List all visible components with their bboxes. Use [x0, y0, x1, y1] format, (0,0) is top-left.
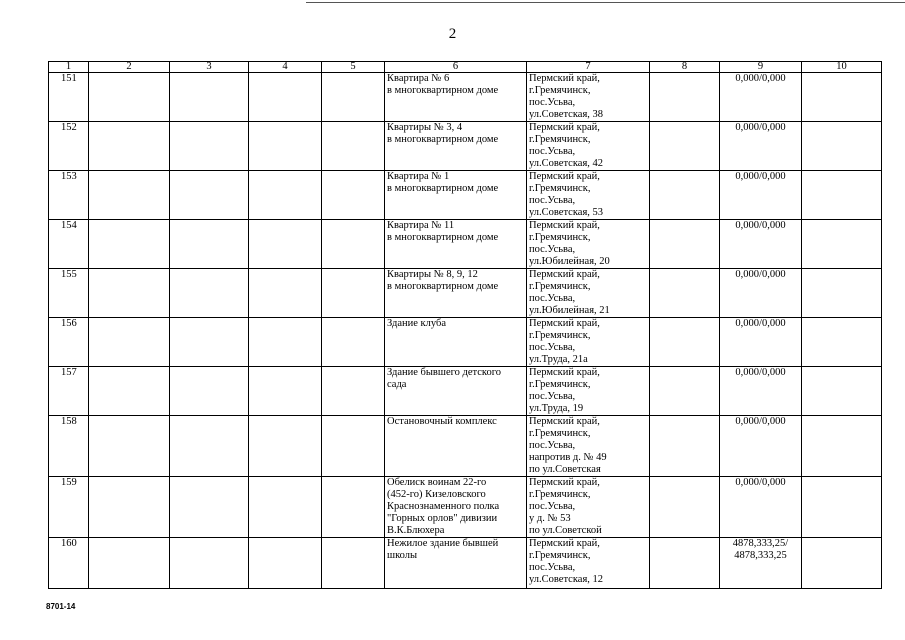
object-name-line: в многоквартирном доме [387, 183, 499, 194]
empty-cell [650, 220, 720, 269]
address-line: Пермский край, [529, 477, 600, 488]
empty-cell [650, 269, 720, 318]
empty-cell [650, 367, 720, 416]
table-row [49, 122, 882, 171]
empty-cell [802, 220, 882, 269]
empty-cell [170, 538, 249, 589]
table-row [49, 220, 882, 269]
empty-cell [249, 477, 322, 538]
address-line: г.Гремячинск, [529, 489, 591, 500]
value-cell [720, 367, 802, 416]
empty-cell [170, 318, 249, 367]
value-line: 0,000/0,000 [735, 269, 786, 280]
row-number-cell: 155 [49, 269, 89, 318]
row-number-cell: 158 [49, 416, 89, 477]
object-name-cell [385, 477, 527, 538]
address-line: Пермский край, [529, 220, 600, 231]
object-name-line: в многоквартирном доме [387, 134, 499, 145]
address-line: пос.Усьва, [529, 293, 576, 304]
empty-cell [170, 367, 249, 416]
address-line: ул.Советская, 38 [529, 109, 604, 120]
value-line: 4878,333,25 [734, 550, 787, 561]
empty-cell [802, 367, 882, 416]
empty-cell [89, 318, 170, 367]
empty-cell [89, 269, 170, 318]
address-line: пос.Усьва, [529, 342, 576, 353]
address-line: Пермский край, [529, 367, 600, 378]
row-number-cell: 156 [49, 318, 89, 367]
value-cell [720, 220, 802, 269]
object-name-line: в многоквартирном доме [387, 85, 499, 96]
address-cell [527, 220, 650, 269]
address-line: пос.Усьва, [529, 391, 576, 402]
value-cell [720, 416, 802, 477]
value-cell [720, 477, 802, 538]
empty-cell [89, 73, 170, 122]
empty-cell [322, 73, 385, 122]
empty-cell [89, 122, 170, 171]
empty-cell [249, 538, 322, 589]
address-line: пос.Усьва, [529, 244, 576, 255]
empty-cell [249, 122, 322, 171]
column-header: 9 [720, 62, 802, 73]
address-line: пос.Усьва, [529, 146, 576, 157]
object-name-cell [385, 122, 527, 171]
empty-cell [322, 318, 385, 367]
object-name-cell [385, 220, 527, 269]
column-header: 10 [802, 62, 882, 73]
empty-cell [650, 73, 720, 122]
empty-cell [650, 122, 720, 171]
address-line: ул.Труда, 19 [529, 403, 584, 414]
object-name-line: Здание клуба [387, 318, 446, 329]
empty-cell [249, 416, 322, 477]
page-number: 2 [448, 26, 457, 42]
address-line: пос.Усьва, [529, 501, 576, 512]
empty-cell [170, 220, 249, 269]
document-code: 8701-14 [46, 602, 76, 611]
address-cell [527, 538, 650, 589]
row-number-cell: 159 [49, 477, 89, 538]
address-line: г.Гремячинск, [529, 330, 591, 341]
table-row [49, 477, 882, 538]
empty-cell [89, 477, 170, 538]
value-line: 0,000/0,000 [735, 122, 786, 133]
object-name-cell [385, 73, 527, 122]
empty-cell [802, 477, 882, 538]
empty-cell [802, 73, 882, 122]
object-name-cell [385, 538, 527, 589]
value-line: 0,000/0,000 [735, 416, 786, 427]
empty-cell [170, 73, 249, 122]
address-cell [527, 269, 650, 318]
object-name-line: Квартира № 11 [387, 220, 455, 231]
column-header: 8 [650, 62, 720, 73]
address-line: ул.Юбилейная, 21 [529, 305, 610, 316]
address-line: Пермский край, [529, 318, 600, 329]
empty-cell [650, 416, 720, 477]
address-line: г.Гремячинск, [529, 183, 591, 194]
empty-cell [170, 171, 249, 220]
empty-cell [802, 269, 882, 318]
address-line: г.Гремячинск, [529, 550, 591, 561]
object-name-line: Квартира № 6 [387, 73, 450, 84]
column-header: 4 [249, 62, 322, 73]
column-header: 6 [385, 62, 527, 73]
empty-cell [650, 171, 720, 220]
table-row [49, 367, 882, 416]
empty-cell [322, 122, 385, 171]
empty-cell [89, 220, 170, 269]
value-cell [720, 538, 802, 589]
object-name-line: Квартиры № 8, 9, 12 [387, 269, 478, 280]
value-line: 0,000/0,000 [735, 367, 786, 378]
empty-cell [322, 416, 385, 477]
row-number-cell: 152 [49, 122, 89, 171]
empty-cell [322, 171, 385, 220]
object-name-line: Квартиры № 3, 4 [387, 122, 463, 133]
empty-cell [322, 477, 385, 538]
empty-cell [322, 220, 385, 269]
address-line: пос.Усьва, [529, 97, 576, 108]
empty-cell [249, 367, 322, 416]
address-line: г.Гремячинск, [529, 232, 591, 243]
empty-cell [322, 367, 385, 416]
address-line: у д. № 53 [529, 513, 571, 524]
address-cell [527, 416, 650, 477]
empty-cell [89, 538, 170, 589]
column-header: 2 [89, 62, 170, 73]
address-line: Пермский край, [529, 538, 600, 549]
address-line: г.Гремячинск, [529, 281, 591, 292]
empty-cell [802, 122, 882, 171]
empty-cell [89, 367, 170, 416]
address-cell [527, 122, 650, 171]
row-number-cell: 160 [49, 538, 89, 589]
address-line: напротив д. № 49 [529, 452, 607, 463]
row-number-cell: 151 [49, 73, 89, 122]
object-name-line: Краснознаменного полка [387, 501, 500, 512]
empty-cell [170, 122, 249, 171]
empty-cell [322, 538, 385, 589]
column-header: 7 [527, 62, 650, 73]
address-line: г.Гремячинск, [529, 134, 591, 145]
address-line: по ул.Советская [529, 464, 601, 475]
address-cell [527, 171, 650, 220]
address-line: ул.Труда, 21а [529, 354, 588, 365]
table-row [49, 538, 882, 589]
column-number-row [49, 62, 882, 73]
table-row [49, 318, 882, 367]
object-name-line: в многоквартирном доме [387, 232, 499, 243]
top-border-line [306, 2, 905, 3]
empty-cell [249, 73, 322, 122]
address-cell [527, 367, 650, 416]
empty-cell [802, 538, 882, 589]
address-line: г.Гремячинск, [529, 85, 591, 96]
empty-cell [650, 538, 720, 589]
empty-cell [802, 416, 882, 477]
address-cell [527, 477, 650, 538]
address-line: г.Гремячинск, [529, 428, 591, 439]
value-cell [720, 171, 802, 220]
address-cell [527, 73, 650, 122]
empty-cell [802, 318, 882, 367]
address-line: пос.Усьва, [529, 440, 576, 451]
value-cell [720, 122, 802, 171]
object-name-line: В.К.Блюхера [387, 525, 445, 536]
object-name-line: Остановочный комплекс [387, 416, 497, 427]
row-number-cell: 153 [49, 171, 89, 220]
empty-cell [249, 269, 322, 318]
value-line: 0,000/0,000 [735, 477, 786, 488]
table-row [49, 269, 882, 318]
address-line: Пермский край, [529, 73, 600, 84]
row-number-cell: 157 [49, 367, 89, 416]
object-name-line: Обелиск воинам 22-го [387, 477, 487, 488]
address-line: Пермский край, [529, 122, 600, 133]
empty-cell [89, 416, 170, 477]
property-register-table [48, 61, 882, 589]
address-line: ул.Советская, 42 [529, 158, 604, 169]
object-name-cell [385, 367, 527, 416]
empty-cell [650, 318, 720, 367]
empty-cell [170, 477, 249, 538]
column-header: 3 [170, 62, 249, 73]
empty-cell [89, 171, 170, 220]
value-line: 0,000/0,000 [735, 171, 786, 182]
table-row [49, 73, 882, 122]
address-cell [527, 318, 650, 367]
empty-cell [249, 171, 322, 220]
row-number-cell: 154 [49, 220, 89, 269]
object-name-cell [385, 269, 527, 318]
object-name-line: "Горных орлов" дивизии [387, 513, 498, 524]
value-line: 0,000/0,000 [735, 318, 786, 329]
object-name-line: в многоквартирном доме [387, 281, 499, 292]
empty-cell [249, 318, 322, 367]
object-name-line: сада [387, 379, 407, 390]
value-line: 4878,333,25/ [732, 538, 789, 549]
object-name-cell [385, 416, 527, 477]
value-line: 0,000/0,000 [735, 73, 786, 84]
object-name-line: (452-го) Кизеловского [387, 489, 486, 500]
address-line: ул.Советская, 53 [529, 207, 604, 218]
value-cell [720, 269, 802, 318]
object-name-line: Здание бывшего детского [387, 367, 502, 378]
table-row [49, 416, 882, 477]
address-line: Пермский край, [529, 269, 600, 280]
table-row [49, 171, 882, 220]
empty-cell [170, 416, 249, 477]
column-header: 1 [49, 62, 89, 73]
empty-cell [249, 220, 322, 269]
value-cell [720, 318, 802, 367]
address-line: по ул.Советской [529, 525, 602, 536]
address-line: Пермский край, [529, 171, 600, 182]
object-name-line: школы [387, 550, 418, 561]
empty-cell [322, 269, 385, 318]
empty-cell [170, 269, 249, 318]
object-name-line: Квартира № 1 [387, 171, 450, 182]
column-header: 5 [322, 62, 385, 73]
address-line: Пермский край, [529, 416, 600, 427]
value-line: 0,000/0,000 [735, 220, 786, 231]
value-cell [720, 73, 802, 122]
address-line: пос.Усьва, [529, 562, 576, 573]
address-line: ул.Советская, 12 [529, 574, 604, 585]
object-name-line: Нежилое здание бывшей [387, 538, 499, 549]
empty-cell [650, 477, 720, 538]
address-line: ул.Юбилейная, 20 [529, 256, 610, 267]
address-line: г.Гремячинск, [529, 379, 591, 390]
object-name-cell [385, 171, 527, 220]
object-name-cell [385, 318, 527, 367]
address-line: пос.Усьва, [529, 195, 576, 206]
empty-cell [802, 171, 882, 220]
